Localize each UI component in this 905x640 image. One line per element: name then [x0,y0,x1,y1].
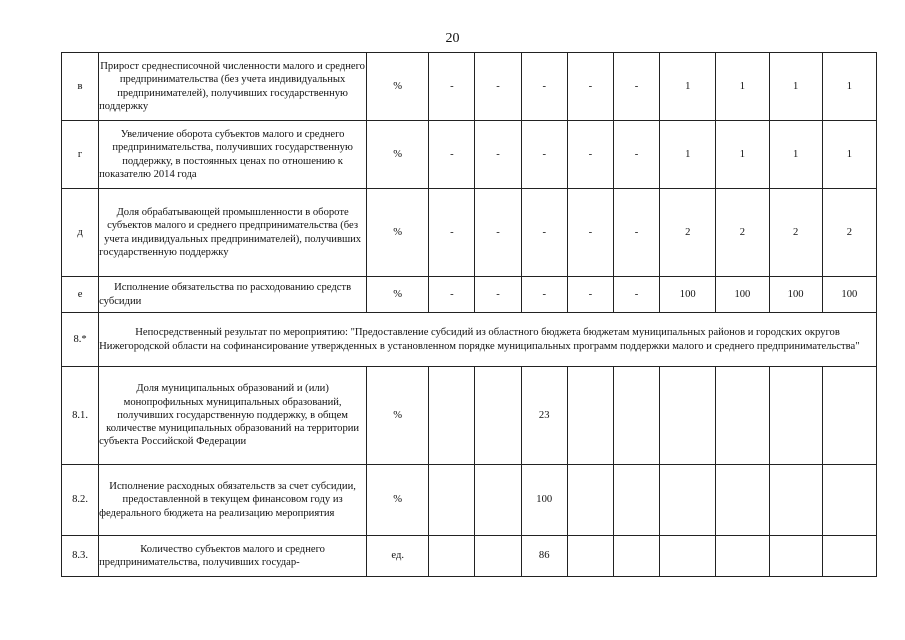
unit-cell: % [367,121,429,189]
indicator-name: Доля обрабатывающей промышленности в обороте субъектов малого и среднего предпринимательства (без учета индивидуальных предпринимателей), получивших государственную поддержку [99,189,367,277]
value-cell: 1 [822,121,876,189]
value-cell: - [429,53,475,121]
unit-cell: % [367,277,429,313]
value-cell: - [521,121,567,189]
value-cell: - [429,189,475,277]
value-cell [822,367,876,465]
indicator-name: Прирост среднесписочной численности малого и среднего предпринимательства (без учета индивидуальных предпринимателей), получивших государственную поддержку [99,53,367,121]
value-cell [822,536,876,577]
value-cell [475,465,521,536]
value-cell: - [475,189,521,277]
value-cell: 1 [660,53,716,121]
table-row [62,367,877,465]
unit-cell: ед. [367,536,429,577]
value-cell: 1 [716,121,769,189]
indicator-name: Исполнение расходных обязательств за счет субсидии, предоставленной в текущем финансовом году из федерального бюджета на реализацию мероприятия [99,465,367,536]
value-cell: - [475,277,521,313]
table-row [62,465,877,536]
value-cell: - [521,277,567,313]
value-cell: - [613,189,659,277]
value-cell: - [429,121,475,189]
indicator-name: Увеличение оборота субъектов малого и среднего предпринимательства, получивших государственную поддержку, в постоянных ценах по отношению к показателю 2014 года [99,121,367,189]
row-number: в [62,53,99,121]
value-cell: 1 [822,53,876,121]
value-cell: - [567,277,613,313]
indicators-table [61,52,877,577]
table-row [62,121,877,189]
value-cell [475,367,521,465]
indicator-name: Доля муниципальных образований и (или) монопрофильных муниципальных образований, получивших государственную поддержку, в общем количестве муниципальных образований на территории субъекта Российской Федерации [99,367,367,465]
value-cell: 2 [769,189,822,277]
table-row [62,53,877,121]
unit-cell: % [367,367,429,465]
value-cell [769,367,822,465]
value-cell [660,536,716,577]
row-number: 8.3. [62,536,99,577]
value-cell: 100 [716,277,769,313]
value-cell [716,465,769,536]
value-cell: - [613,53,659,121]
value-cell: 1 [769,121,822,189]
value-cell [567,536,613,577]
section-title: Непосредственный результат по мероприятию: "Предоставление субсидий из областного бюджета бюджетам муниципальных районов и городских округов Нижегородской области на софинансирование утвержденных в установленном порядке муниципальных программ поддержки малого и среднего предпринимательства" [99,313,877,367]
table-row [62,536,877,577]
value-cell: 2 [716,189,769,277]
value-cell: - [567,121,613,189]
value-cell [613,536,659,577]
value-cell: - [521,189,567,277]
row-number: г [62,121,99,189]
indicator-name: Исполнение обязательства по расходованию средств субсидии [99,277,367,313]
value-cell [769,536,822,577]
value-cell: 100 [769,277,822,313]
row-number: 8.* [62,313,99,367]
value-cell [716,536,769,577]
unit-cell: % [367,189,429,277]
value-cell: - [613,277,659,313]
value-cell [613,465,659,536]
value-cell: 1 [716,53,769,121]
value-cell [716,367,769,465]
value-cell: 23 [521,367,567,465]
row-number: д [62,189,99,277]
value-cell [429,465,475,536]
table-row [62,189,877,277]
section-row [62,313,877,367]
value-cell: - [475,53,521,121]
table-row [62,277,877,313]
value-cell [660,465,716,536]
value-cell: 100 [822,277,876,313]
value-cell [429,536,475,577]
page-number: 20 [445,31,460,46]
value-cell [769,465,822,536]
value-cell: - [521,53,567,121]
value-cell: 1 [660,121,716,189]
value-cell [429,367,475,465]
value-cell [613,367,659,465]
unit-cell: % [367,465,429,536]
row-number: 8.1. [62,367,99,465]
value-cell: - [429,277,475,313]
value-cell: 100 [660,277,716,313]
value-cell [660,367,716,465]
unit-cell: % [367,53,429,121]
value-cell: - [475,121,521,189]
value-cell [567,367,613,465]
row-number: 8.2. [62,465,99,536]
value-cell: 2 [660,189,716,277]
value-cell [822,465,876,536]
value-cell: 2 [822,189,876,277]
value-cell [475,536,521,577]
row-number: е [62,277,99,313]
indicator-name: Количество субъектов малого и среднего предпринимательства, получивших государ- [99,536,367,577]
value-cell [567,465,613,536]
value-cell: 86 [521,536,567,577]
value-cell: - [567,53,613,121]
value-cell: 1 [769,53,822,121]
value-cell: - [613,121,659,189]
value-cell: - [567,189,613,277]
value-cell: 100 [521,465,567,536]
